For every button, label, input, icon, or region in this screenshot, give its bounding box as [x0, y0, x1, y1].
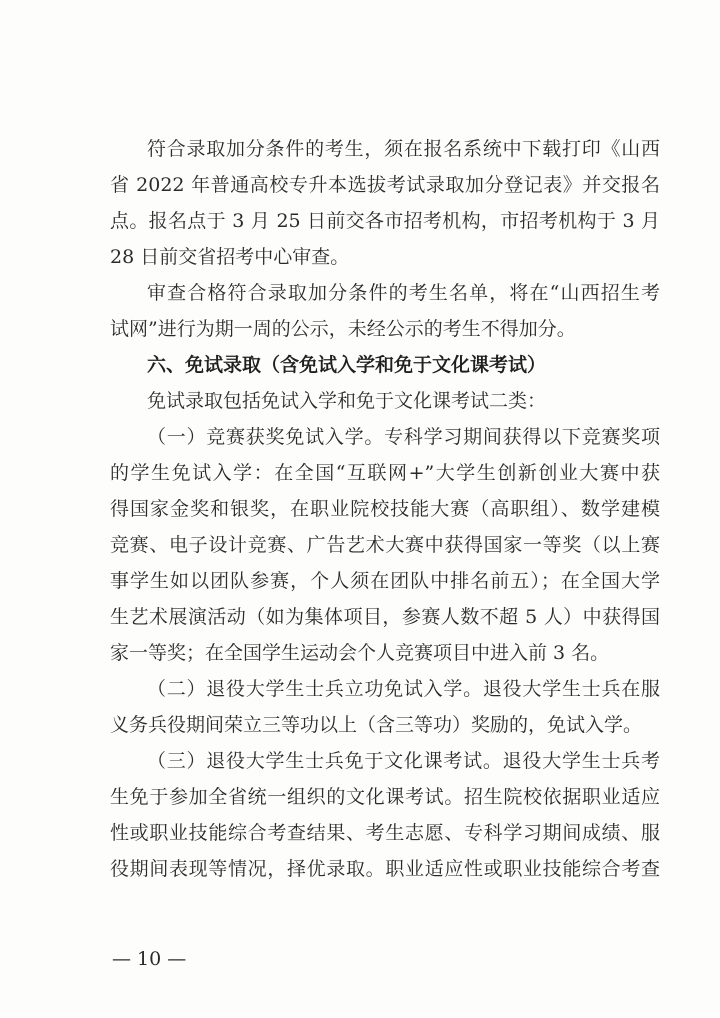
- paragraph-line: 得国家金奖和银奖，在职业院校技能大赛（高职组）、数学建模: [110, 498, 660, 520]
- paragraph-line: 试网”进行为期一周的公示，未经公示的考生不得加分。: [110, 318, 576, 340]
- paragraph-line: 符合录取加分条件的考生，须在报名系统中下载打印《山西: [147, 138, 660, 160]
- paragraph-line: 省 2022 年普通高校专升本选拔考试录取加分登记表》并交报名: [110, 174, 660, 196]
- paragraph-line: 竞赛、电子设计竞赛、广告艺术大赛中获得国家一等奖（以上赛: [110, 534, 660, 556]
- section-heading: 六、免试录取（含免试入学和免于文化课考试）: [147, 354, 547, 376]
- paragraph-line: 生免于参加全省统一组织的文化课考试。招生院校依据职业适应: [110, 786, 660, 808]
- paragraph-line: 审查合格符合录取加分条件的考生名单，将在“山西招生考: [147, 282, 660, 304]
- paragraph-line: 事学生如以团队参赛，个人须在团队中排名前五）；在全国大学: [110, 570, 660, 592]
- paragraph-line: （一）竞赛获奖免试入学。专科学习期间获得以下竞赛奖项: [147, 426, 660, 448]
- paragraph-line: 役期间表现等情况，择优录取。职业适应性或职业技能综合考查: [110, 858, 660, 880]
- paragraph-line: 的学生免试入学：在全国“互联网+”大学生创新创业大赛中获: [110, 462, 660, 484]
- paragraph-line: （三）退役大学生士兵免于文化课考试。退役大学生士兵考: [147, 750, 660, 772]
- paragraph-line: 生艺术展演活动（如为集体项目，参赛人数不超 5 人）中获得国: [110, 606, 660, 628]
- paragraph-line: 点。报名点于 3 月 25 日前交各市招考机构，市招考机构于 3 月: [110, 210, 660, 232]
- paragraph-line: 义务兵役期间荣立三等功以上（含三等功）奖励的，免试入学。: [110, 714, 643, 736]
- paragraph-line: 免试录取包括免试入学和免于文化课考试二类：: [147, 390, 547, 412]
- page-number: — 10 —: [112, 948, 187, 970]
- paragraph-line: 28 日前交省招考中心审查。: [110, 246, 350, 268]
- paragraph-line: （二）退役大学生士兵立功免试入学。退役大学生士兵在服: [147, 678, 660, 700]
- paragraph-line: 性或职业技能综合考查结果、考生志愿、专科学习期间成绩、服: [110, 822, 660, 844]
- paragraph-line: 家一等奖；在全国学生运动会个人竞赛项目中进入前 3 名。: [110, 642, 610, 664]
